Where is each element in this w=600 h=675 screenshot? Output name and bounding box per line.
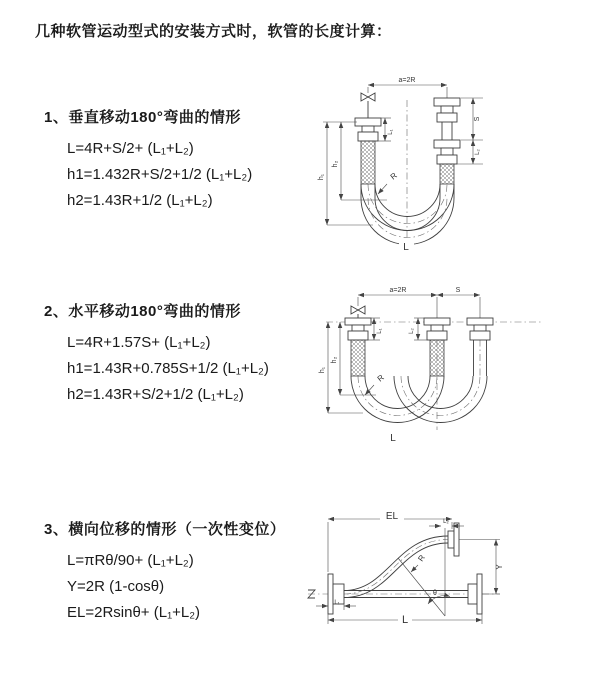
section-horizontal-movement bbox=[44, 300, 269, 408]
dim-y-label: Y bbox=[495, 564, 504, 570]
dim-s-label: S bbox=[455, 287, 461, 294]
section-3-heading: 3、横向位移的情形（一次性变位） bbox=[44, 521, 286, 538]
hose-arcs bbox=[361, 184, 454, 245]
page-title: 几种软管运动型式的安装方式时，软管的长度计算： bbox=[35, 23, 392, 40]
dim-h2-label: h₂ bbox=[331, 356, 338, 364]
length-label: L bbox=[390, 433, 396, 444]
dim-el-label: EL bbox=[385, 511, 399, 522]
formula-length: L=πRθ/90+ (L₁+L₂) bbox=[67, 552, 194, 569]
formula-el: EL=2Rsinθ+ (L₁+L₂) bbox=[67, 604, 201, 621]
formula-h2: h2=1.43R+1/2 (L₁+L₂) bbox=[67, 192, 213, 209]
formula-length: L=4R+S/2+ (L₁+L₂) bbox=[67, 140, 194, 157]
radius-label: R bbox=[388, 170, 399, 182]
dim-s-label: S bbox=[474, 116, 481, 122]
diagram-vertical-180-svg bbox=[315, 72, 500, 257]
s-curve-hose bbox=[344, 536, 448, 598]
length-label: L bbox=[403, 242, 409, 253]
dim-l2-label: L₂ bbox=[443, 519, 449, 525]
diagram-horizontal-180 bbox=[318, 280, 548, 460]
hose-arcs bbox=[351, 376, 487, 423]
dim-l2-label: L₂ bbox=[475, 149, 481, 155]
dim-h2-label: h₂ bbox=[332, 160, 339, 168]
left-flange bbox=[328, 574, 344, 614]
upper-flange bbox=[448, 523, 459, 556]
angle-construction bbox=[398, 528, 450, 616]
diagram-lateral-displacement bbox=[300, 498, 510, 653]
formula-y: Y=2R (1-cosθ) bbox=[67, 578, 165, 595]
middle-flange bbox=[424, 297, 450, 376]
dim-l1-label: L₁ bbox=[388, 129, 394, 135]
dim-h1-label: h₁ bbox=[319, 366, 326, 374]
dim-l2-label: L₂ bbox=[409, 328, 415, 334]
theta-label: θ bbox=[433, 590, 437, 597]
valve-icon bbox=[361, 87, 375, 118]
section-1-heading: 1、垂直移动180°弯曲的情形 bbox=[44, 109, 241, 126]
valve-icon bbox=[351, 297, 365, 318]
dim-l1-label: L₁ bbox=[334, 600, 340, 606]
formula-h1: h1=1.432R+S/2+1/2 (L₁+L₂) bbox=[67, 166, 253, 183]
dimension-lines bbox=[316, 510, 504, 626]
section-lateral-displacement bbox=[44, 518, 285, 626]
radius-label: R bbox=[416, 553, 427, 564]
left-flange bbox=[345, 318, 371, 376]
diagram-horizontal-180-svg bbox=[318, 280, 548, 455]
right-flanges bbox=[434, 87, 460, 184]
formula-length: L=4R+1.57S+ (L₁+L₂) bbox=[67, 334, 211, 351]
diagram-vertical-180 bbox=[315, 72, 500, 262]
diagram-lateral-svg bbox=[300, 498, 510, 648]
formula-h2: h2=1.43R+S/2+1/2 (L₁+L₂) bbox=[67, 386, 244, 403]
length-label: L bbox=[401, 614, 409, 626]
radius-label: R bbox=[375, 372, 386, 384]
formula-h1: h1=1.43R+0.785S+1/2 (L₁+L₂) bbox=[67, 360, 269, 377]
dim-a2r-label: a=2R bbox=[389, 287, 407, 294]
dim-h1-label: h₁ bbox=[318, 173, 325, 181]
left-flange bbox=[355, 118, 381, 184]
right-flange bbox=[468, 574, 482, 614]
section-vertical-movement bbox=[44, 106, 252, 214]
dim-a2r-label: a=2R bbox=[398, 77, 416, 84]
section-2-heading: 2、水平移动180°弯曲的情形 bbox=[44, 303, 241, 320]
dim-l1-label: L₁ bbox=[377, 328, 383, 334]
